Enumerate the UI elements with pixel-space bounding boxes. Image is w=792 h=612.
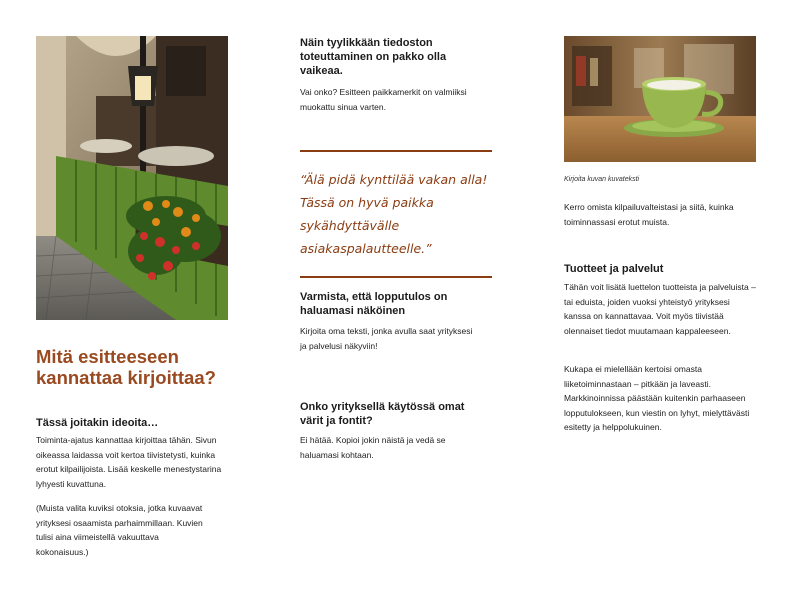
- quote-top-rule: [300, 150, 492, 152]
- section-body-result: Kirjoita oma teksti, jonka avulla saat yrityksesi ja palvelusi näkyviin!: [300, 326, 473, 351]
- intro-body: Vai onko? Esitteen paikkamerkit on valmiiksi muokattu sinua varten.: [300, 87, 467, 112]
- ideas-subheading: Tässä joitakin ideoita…: [36, 417, 159, 429]
- testimonial-quote: “Älä pidä kynttilää vakan alla! Tässä on hyvä paikka sykähdyttävälle asiakaspalautteelle.”: [300, 172, 488, 256]
- col3-paragraph-2: Tähän voit lisätä luettelon tuotteista ja palveluista – tai eduista, joiden vuoksi yhteistyö yrityksesi kanssa on kannattavaa. Voit myös tiivistää olennaiset tiedot muutamaan kappaleeseen.: [564, 282, 756, 336]
- coffee-cup-photo: [564, 36, 756, 162]
- quote-bottom-rule: [300, 276, 492, 278]
- intro-heading: Näin tyylikkään tiedoston toteuttaminen on pakko olla vaikeaa.: [300, 37, 447, 77]
- col3-paragraph-1: Kerro omista kilpailuvalteistasi ja siitä, kuinka toiminnassasi erotut muista.: [564, 202, 734, 227]
- col1-paragraph-2: (Muista valita kuviksi otoksia, jotka kuvaavat yrityksesi osaamista parhaimmillaan. Kuvien tulisi aina viimeistellä vakuuttava kokonaisuus.): [36, 503, 203, 557]
- col1-paragraph-1: Toiminta-ajatus kannattaa kirjoittaa tähän. Sivun oikeassa laidassa voit kertoa tiivistetysti, kuinka erotut kilpailijoista. Lisää keskelle menestystarina lyhyesti kuvattuna.: [36, 435, 222, 489]
- col3-paragraph-3: Kukapa ei mielellään kertoisi omasta liiketoiminnastaan – pitkään ja laveasti. Markkinoinnissa päästään kuitenkin parhaaseen lopputulokseen, kun viestin on lyhyt, mielyttävästi esitetty ja helppolukuinen.: [564, 364, 750, 432]
- photo-caption: Kirjoita kuvan kuvateksti: [564, 176, 640, 183]
- cafe-terrace-photo: [36, 36, 228, 320]
- products-services-heading: Tuotteet ja palvelut: [564, 263, 664, 275]
- section-heading-brand: Onko yrityksellä käytössä omat värit ja fontit?: [300, 401, 465, 427]
- section-body-brand: Ei hätää. Kopioi jokin näistä ja vedä se haluamasi kohtaan.: [300, 435, 446, 460]
- section-heading-result: Varmista, että lopputulos on haluamasi näköinen: [300, 291, 448, 317]
- brochure-title: Mitä esitteeseen kannattaa kirjoittaa?: [36, 346, 216, 388]
